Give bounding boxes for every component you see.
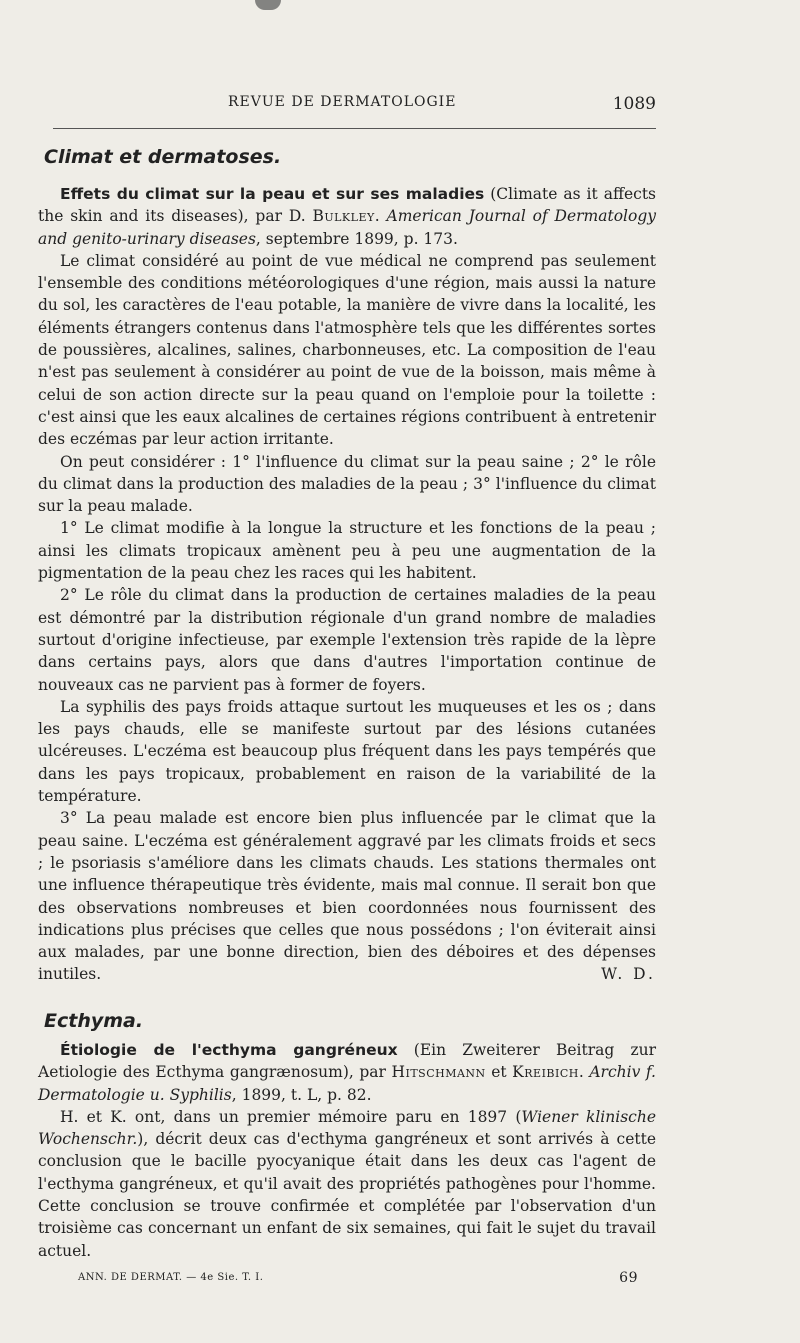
page [38, 0, 656, 1343]
author-bulkley: Bulkley [312, 207, 375, 226]
article-title-ecthyma [38, 1039, 656, 1106]
paragraph-6 [38, 807, 656, 985]
p1-rest: ), décrit deux cas d'ecthyma gangréneux et sont arrivés à cette conclusion que le bacille pyocyanique était dans les deux cas l'agent de l'ecthyma gangréneux, et qu'il avait des propriétés pathogènes pour l'homme. Cette conclusion se trouve confirmée et complétée par l'observation d'un troisième cas concernant un enfant de six semaines, qui fait le sujet du travail actuel. [38, 1130, 656, 1260]
journal-title: REVUE DE DERMATOLOGIE [228, 94, 457, 110]
author-conjunction: et [485, 1063, 513, 1082]
paragraph-4: 2° Le rôle du climat dans la production de certaines maladies de la peau est démontré par la distribution régionale d'un grand nombre de maladies surtout d'origine infectieuse, par exemple l'extension très rapide de la lèpre dans certains pays, alors que dans d'autres l'importation continue de nouveaux cas ne parvient pas à former de foyers. [38, 586, 656, 694]
author-period: . [578, 1063, 584, 1082]
paragraph-2: On peut considérer : 1° l'influence du climat sur la peau saine ; 2° le rôle du climat dans la production des maladies de la peau ; 3° l'influence du climat sur la peau malade. [38, 452, 656, 516]
paragraph-ecthyma-1 [38, 1106, 656, 1262]
article-climat [38, 183, 656, 986]
paragraph-3: 1° Le climat modifie à la longue la structure et les fonctions de la peau ; ainsi les climats tropicaux amènent peu à peu une augmentation de la pigmentation de la peau chez les races qui les habitent. [38, 519, 656, 583]
journal-citation: Archiv f. Dermatologie u. Syphilis [38, 1063, 656, 1104]
article-title-rest: (Climate as it affects the skin and its diseases), par D. [38, 185, 657, 226]
p1-journal: Wiener klinische Wochenschr. [38, 1107, 656, 1149]
paragraph-1: Le climat considéré au point de vue médical ne comprend pas seulement l'ensemble des conditions météorologiques d'une région, mais aussi la nature du sol, les caractères de l'eau potable, la manière de vivre dans la localité, les éléments étrangers contenus dans l'atmosphère tels que les différentes sortes de poussières, alcalines, salines, charbonneuses, etc. La composition de l'eau n'est pas seulement à considérer au point de vue de la boisson, mais même à celui de son action directe sur la peau quand on l'emploie pour la toilette : c'est ainsi que les eaux alcalines de certaines régions contribuent à entretenir des eczémas par leur action irritante. [38, 251, 656, 449]
article-title-rest: (Ein Zweiterer Beitrag zur Aetiologie des Ecthyma gangrænosum), par [38, 1041, 656, 1082]
paragraph-6-text: 3° La peau malade est encore bien plus influencée par le climat que la peau saine. L'eczéma est généralement aggravé par les climats froids et secs ; le psoriasis s'améliore dans les climats chauds. Les stations thermales ont une influence thérapeutique très évidente, mais mal connue. Il serait bon que des observations nombreuses et bien coordonnées nous fournissent des indications plus précises que celles que nous possédons ; l'on éviterait ainsi aux malades, par une bonne direction, bien des déboires et des dépenses inutiles. [38, 809, 656, 984]
article-title-bold: Étiologie de l'ecthyma gangréneux [60, 1041, 398, 1059]
footer-citation: ANN. DE DERMAT. — 4e Sie. T. I. [78, 1272, 264, 1283]
journal-citation: American Journal of Dermatology and genito-urinary diseases [38, 207, 657, 248]
footer [78, 1270, 638, 1286]
paragraph-5: La syphilis des pays froids attaque surtout les muqueuses et les os ; dans les pays chauds, elle se manifeste surtout par des lésions cutanées ulcéreuses. L'eczéma est beaucoup plus fréquent dans les pays tempérés que dans les pays tropicaux, probablement en raison de la variabilité de la température. [38, 697, 656, 806]
citation-details: , septembre 1899, p. 173. [255, 229, 458, 248]
article-ecthyma [38, 1039, 656, 1262]
article-title-bold: Effets du climat sur la peau et sur ses maladies [60, 185, 485, 203]
citation-details: , 1899, t. L, p. 82. [231, 1085, 372, 1104]
section-heading-ecthyma: Ecthyma. [44, 1010, 144, 1032]
p1-start: H. et K. ont, dans un premier mémoire paru en 1897 ( [60, 1107, 522, 1126]
header-rule [53, 128, 656, 129]
signature-mark: 69 [619, 1270, 638, 1286]
page-number: 1089 [612, 94, 656, 114]
section-heading-climat: Climat et dermatoses. [44, 146, 282, 168]
signature: W. D. [601, 965, 656, 984]
author-hitschmann: Hitschmann [391, 1063, 486, 1082]
article-title-climat: Effets du climat sur la peau et sur ses maladies (Climate as it affects the skin and its diseases), par D. Bulkley. American Journal of Dermatology and genito-urinary diseases, septembre 1899, p. 173. [38, 185, 657, 248]
author-kreibich: Kreibich [512, 1063, 579, 1082]
